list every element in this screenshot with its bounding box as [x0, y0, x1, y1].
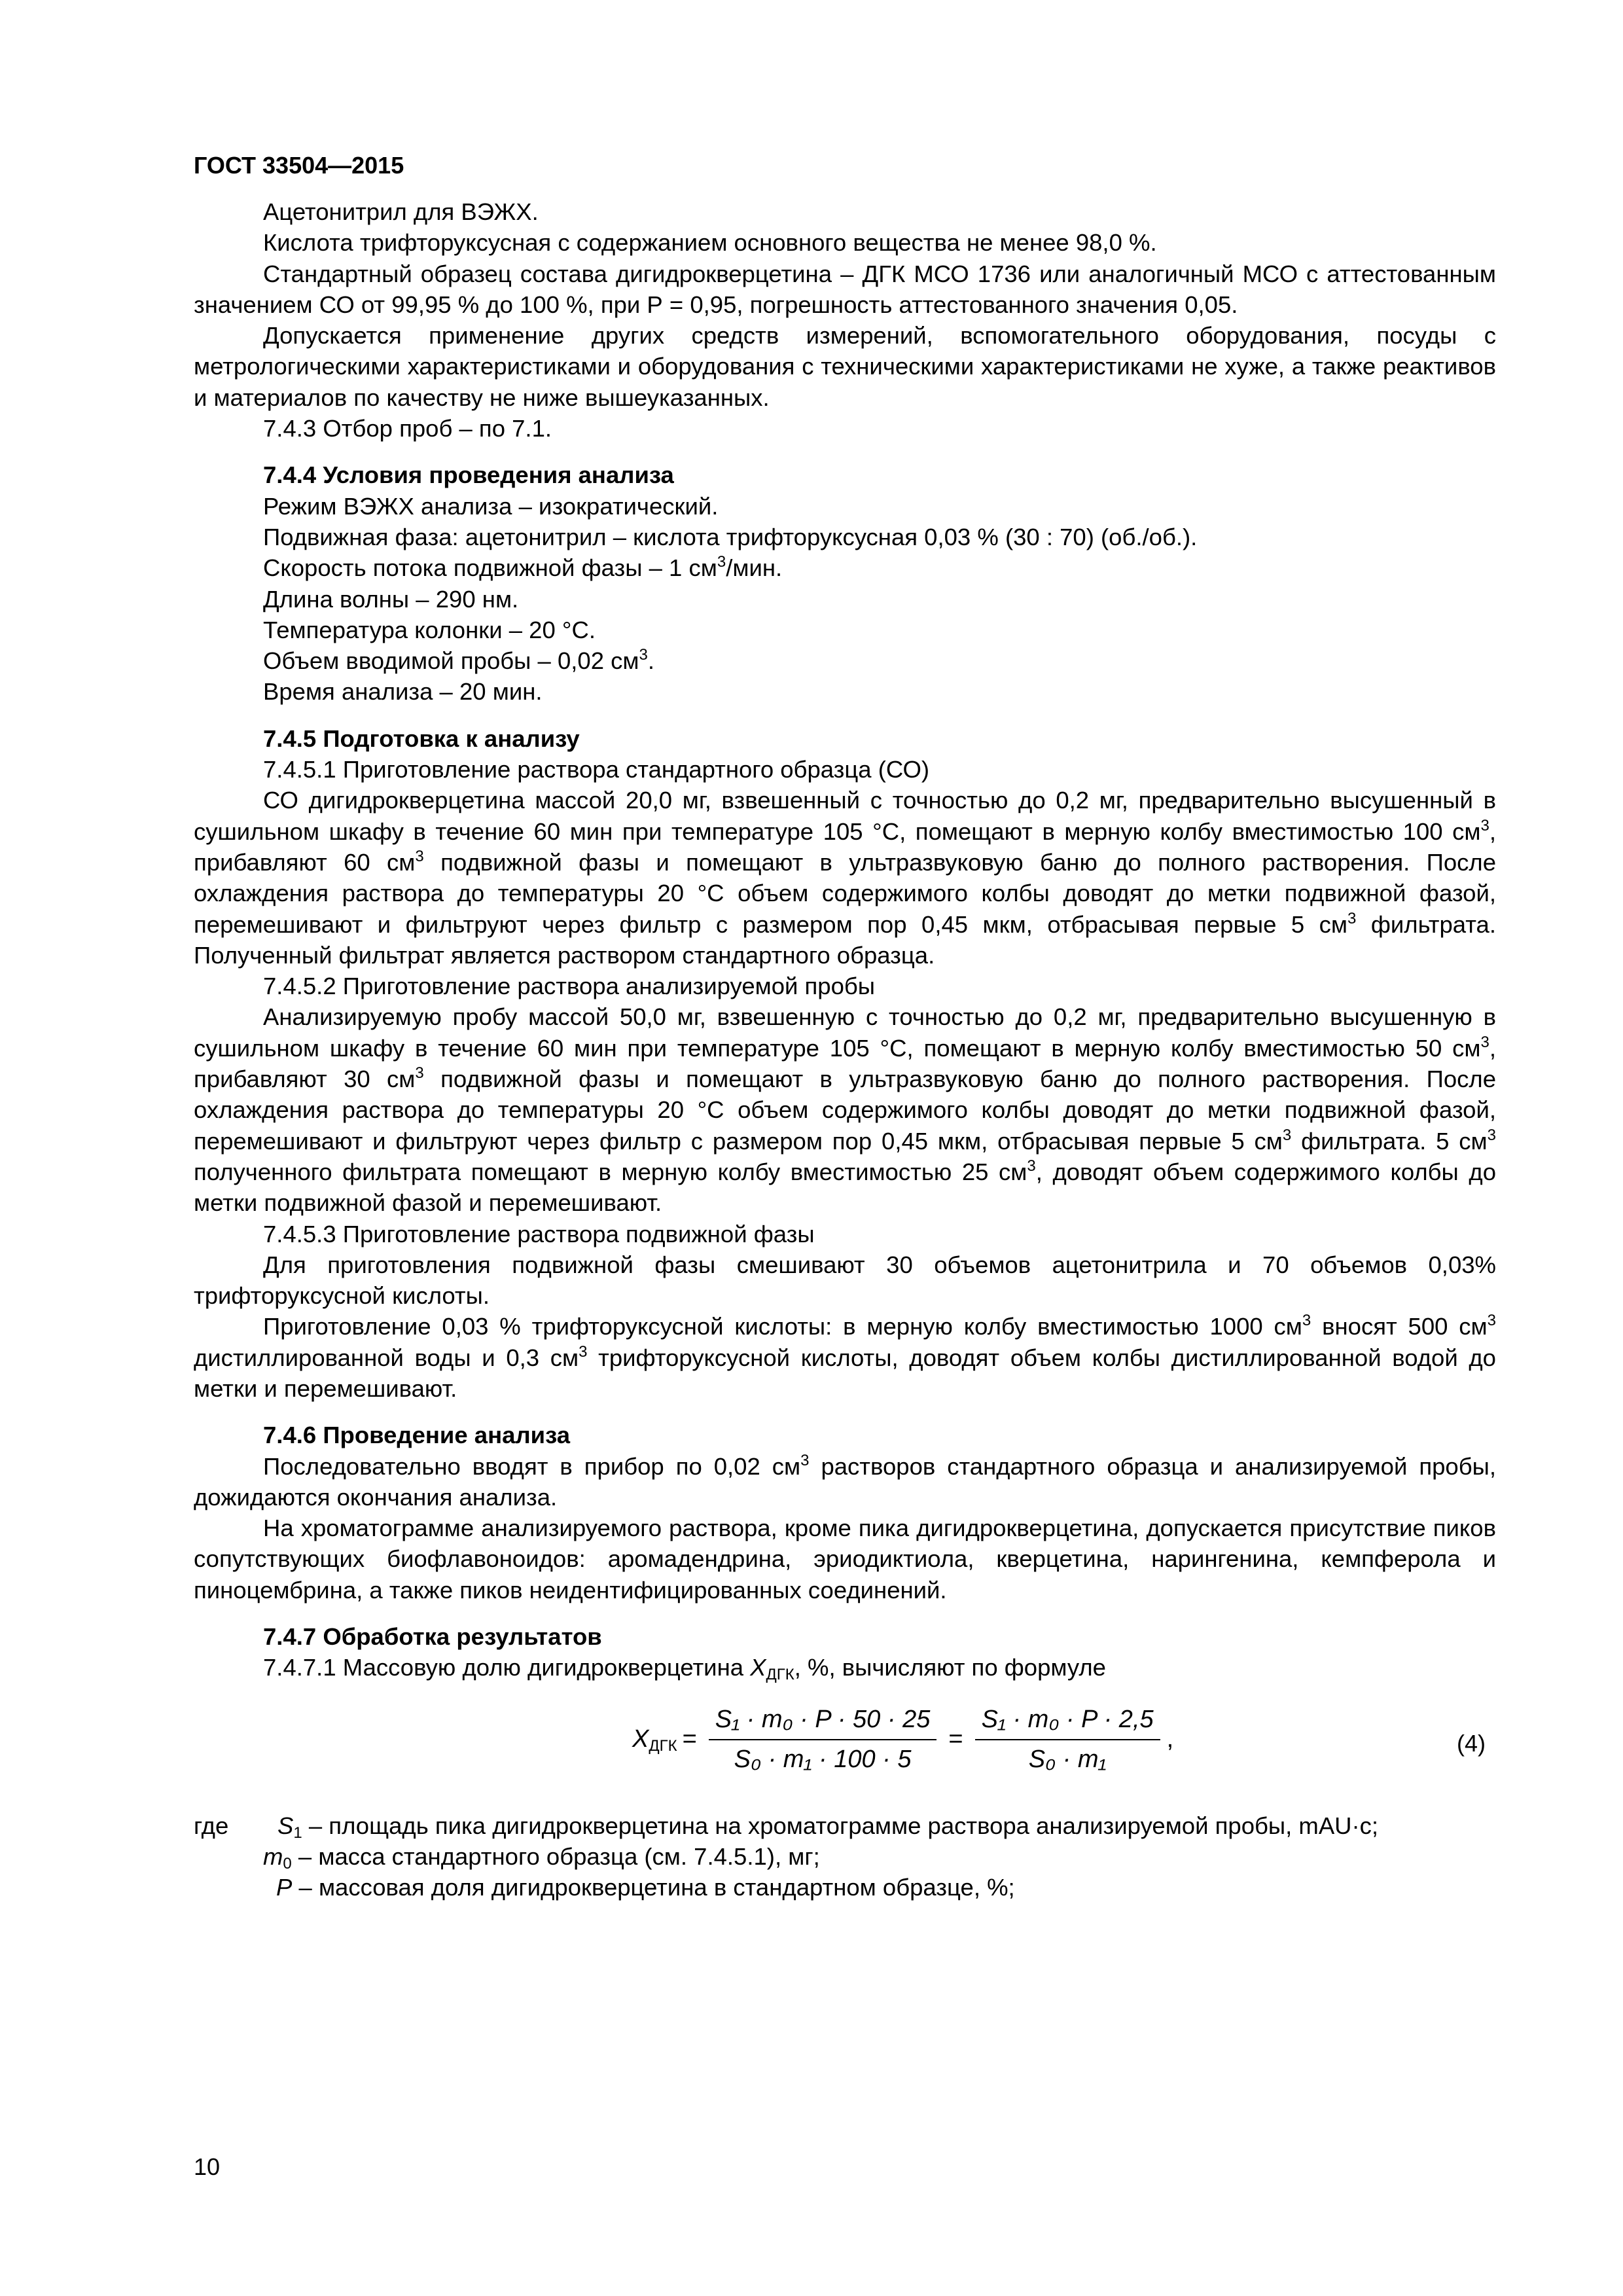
paragraph: Приготовление 0,03 % трифторуксусной кислоты: в мерную колбу вместимостью 1000 $см^3$ вносят 500 $см^3$ дистиллированной воды и 0,3 $см^3$ трифторуксусной кислоты, доводят объем колбы дистиллированной водой до метки и перемешивают.	[194, 1312, 1497, 1402]
condition-line: Температура колонки – 20 °С.	[263, 616, 596, 643]
section-heading-7-4-7: 7.4.7 Обработка результатов	[263, 1623, 602, 1651]
condition-line: Скорость потока подвижной фазы – 1 $см^3$/мин.	[263, 553, 783, 582]
where-label: где	[194, 1812, 229, 1839]
equals-sign: =	[948, 1725, 963, 1753]
paragraph: На хроматограмме анализируемого раствора, кроме пика дигидрокверцетина, допускается присутствие пиков сопутствующих биофлавоноидов: аромадендрина, эриодиктиола, кверцетина, нарингенина, кемпферола и пиноцембрина, а также пиков неидентифицированных соединений.	[194, 1515, 1496, 1604]
section-heading-7-4-4: 7.4.4 Условия проведения анализа	[263, 461, 674, 489]
document-body	[194, 196, 1496, 1903]
paragraph: Стандартный образец состава дигидрокверцетина – ДГК МСО 1736 или аналогичный МСО с аттестованным значением СО от 99,95 % до 100 %, при Р = 0,95, погрешность аттестованного значения 0,05.	[194, 260, 1496, 318]
subsection-title: 7.4.5.3 Приготовление раствора подвижной фазы	[263, 1220, 815, 1247]
formula-fraction-2	[975, 1704, 1160, 1776]
page-number: 10	[194, 2153, 221, 2180]
equation-number: (4)	[1457, 1729, 1486, 1757]
formula-trailing-comma: ,	[1166, 1725, 1174, 1753]
legend-item-p: P – массовая доля дигидрокверцетина в стандартном образце, %;	[276, 1874, 1015, 1901]
fraction-denominator: S₀ · m₁ · 100 · 5	[734, 1745, 912, 1773]
paragraph: 7.4.7.1 Массовую долю дигидрокверцетина $X_{ДГК}$, %, вычисляют по формуле	[263, 1654, 1106, 1684]
legend-text: $S_1$ – площадь пика дигидрокверцетина на хроматограмме раствора анализируемой пробы, mAU·с;	[277, 1812, 1379, 1842]
subsection-title: 7.4.5.2 Приготовление раствора анализируемой пробы	[263, 973, 876, 1000]
document-header: ГОСТ 33504—2015	[194, 152, 404, 179]
paragraph: СО дигидрокверцетина массой 20,0 мг, взвешенный с точностью до 0,2 мг, предварительно высушенный в сушильном шкафу в течение 60 мин при температуре 105 °С, помещают в мерную колбу вместимостью 100 $см^3$, прибавляют 60 $см^3$ подвижной фазы и помещают в ультразвуковую баню до полного растворения. После охлаждения раствора до температуры 20 °С объем содержимого колбы доводят до метки подвижной фазой, перемешивают и фильтруют через фильтр с размером пор 0,45 мкм, отбрасывая первые 5 $см^3$ фильтрата. Полученный фильтрат является раствором стандартного образца.	[194, 787, 1496, 969]
fraction-numerator: S₁ · m₀ · P · 50 · 25	[709, 1704, 937, 1740]
condition-line: Время анализа – 20 мин.	[263, 678, 543, 706]
paragraph: Допускается применение других средств измерений, вспомогательного оборудования, посуды с метрологическими характеристиками и оборудования с техническими характеристиками не хуже, а также реактивов и материалов по качеству не ниже вышеуказанных.	[194, 322, 1496, 411]
condition-line: Подвижная фаза: ацетонитрил – кислота трифторуксусная 0,03 % (30 : 70) (об./об.).	[263, 523, 1198, 550]
section-heading-7-4-6: 7.4.6 Проведение анализа	[263, 1422, 571, 1449]
equals-sign: =	[682, 1725, 697, 1753]
condition-line: Режим ВЭЖХ анализа – изократический.	[263, 492, 719, 520]
fraction-numerator: S₁ · m₀ · P · 2,5	[975, 1704, 1160, 1740]
formula-fraction-1	[709, 1704, 937, 1776]
paragraph: Последовательно вводят в прибор по 0,02 $см^3$ растворов стандартного образца и анализируемой пробы, дожидаются окончания анализа.	[194, 1451, 1496, 1511]
paragraph: 7.4.3 Отбор проб – по 7.1.	[263, 415, 552, 442]
formula-block	[194, 1698, 1496, 1796]
paragraph: Кислота трифторуксусная с содержанием основного вещества не менее 98,0 %.	[263, 229, 1157, 257]
condition-line: Длина волны – 290 нм.	[263, 585, 519, 613]
formula-lhs: $X_{ДГК}$	[632, 1725, 677, 1755]
fraction-denominator: S₀ · m₁	[1028, 1745, 1107, 1773]
paragraph: Ацетонитрил для ВЭЖХ.	[263, 198, 539, 225]
formula	[632, 1704, 1173, 1776]
legend-item-s1	[194, 1810, 1496, 1841]
paragraph: Для приготовления подвижной фазы смешивают 30 объемов ацетонитрила и 70 объемов 0,03% трифторуксусной кислоты.	[194, 1251, 1496, 1310]
legend-item-m0: $m_0$ – масса стандартного образца (см. 7.4.5.1), мг;	[263, 1842, 820, 1873]
subsection-title: 7.4.5.1 Приготовление раствора стандартного образца (СО)	[263, 756, 929, 783]
section-heading-7-4-5: 7.4.5 Подготовка к анализу	[263, 725, 580, 752]
paragraph: Анализируемую пробу массой 50,0 мг, взвешенную с точностью до 0,2 мг, предварительно высушенную в сушильном шкафу в течение 60 мин при температуре 105 °С, помещают в мерную колбу вместимостью 50 $см^3$, прибавляют 30 $см^3$ подвижной фазы и помещают в ультразвуковую баню до полного растворения. После охлаждения раствора до температуры 20 °С объем содержимого колбы доводят до метки подвижной фазой, перемешивают и фильтруют через фильтр с размером пор 0,45 мкм, отбрасывая первые 5 $см^3$ фильтрата. 5 $см^3$ полученного фильтрата помещают в мерную колбу вместимостью 25 $см^3$, доводят объем содержимого колбы до метки подвижной фазой и перемешивают.	[194, 1003, 1497, 1217]
condition-line: Объем вводимой пробы – 0,02 $см^3$.	[263, 646, 655, 675]
